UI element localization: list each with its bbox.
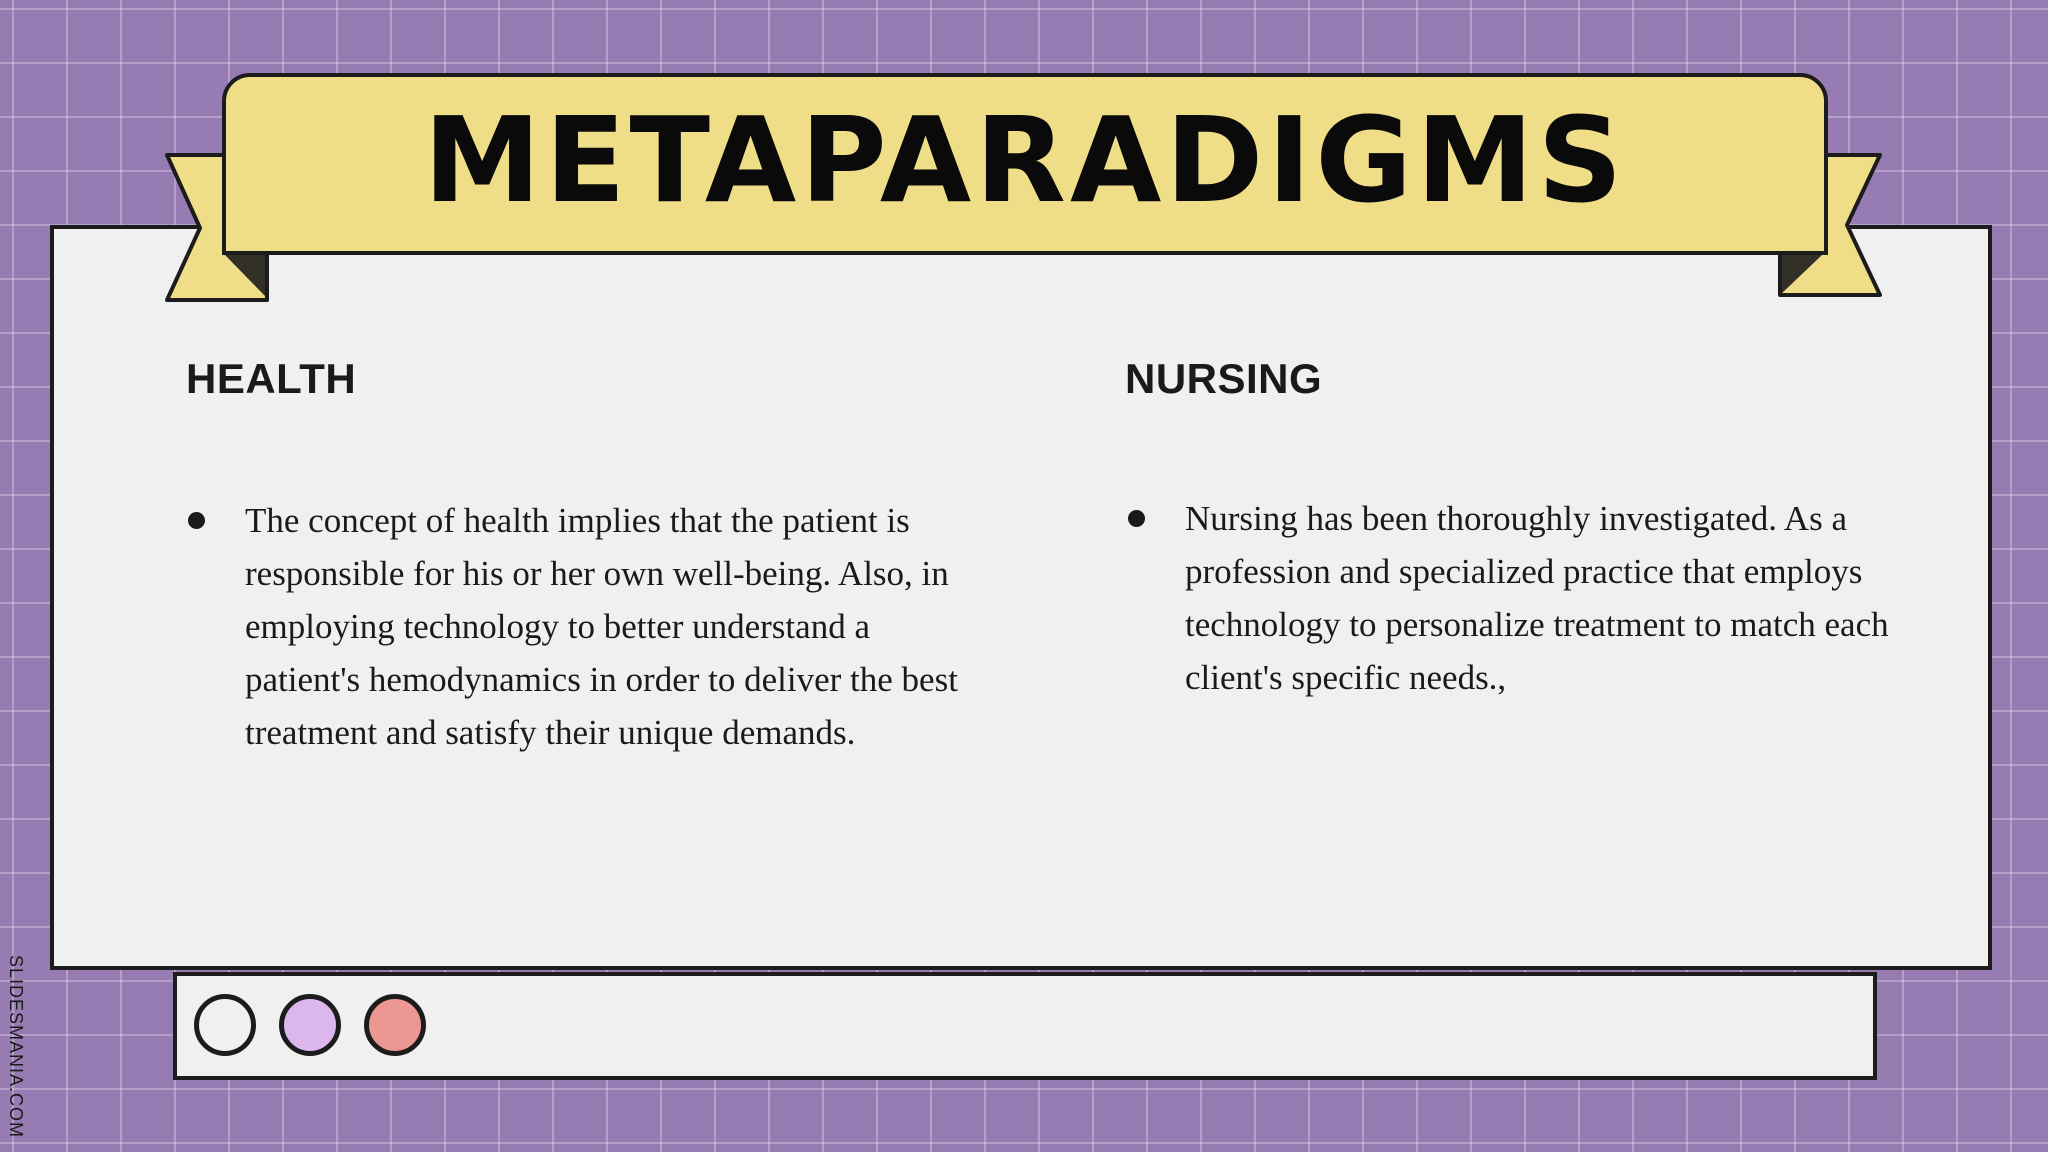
- health-bullet: [188, 494, 968, 759]
- pink-dot-icon: [364, 994, 426, 1056]
- bullet-icon: [188, 512, 205, 529]
- watermark: SLIDESMANIA.COM: [6, 955, 26, 1139]
- bullet-icon: [1128, 510, 1145, 527]
- nursing-bullet-text: Nursing has been thoroughly investigated. As a profession and specialized practice that employs technology to personalize treatment to match each client's specific needs.,: [1185, 499, 1889, 697]
- lavender-dot-icon: [279, 994, 341, 1056]
- slide-title: METAPARADIGMS: [423, 91, 1627, 229]
- health-bullet-text: The concept of health implies that the patient is responsible for his or her own well-being. Also, in employing technology to better understand a patient's hemodynamics in order to deliver the best treatment and satisfy their unique demands.: [245, 501, 958, 752]
- nursing-bullet: [1128, 492, 1908, 704]
- bottom-bar: [173, 972, 1877, 1080]
- nursing-heading: NURSING: [1125, 355, 1323, 402]
- title-banner: [222, 73, 1828, 255]
- white-dot-icon: [194, 994, 256, 1056]
- health-heading: HEALTH: [186, 355, 357, 402]
